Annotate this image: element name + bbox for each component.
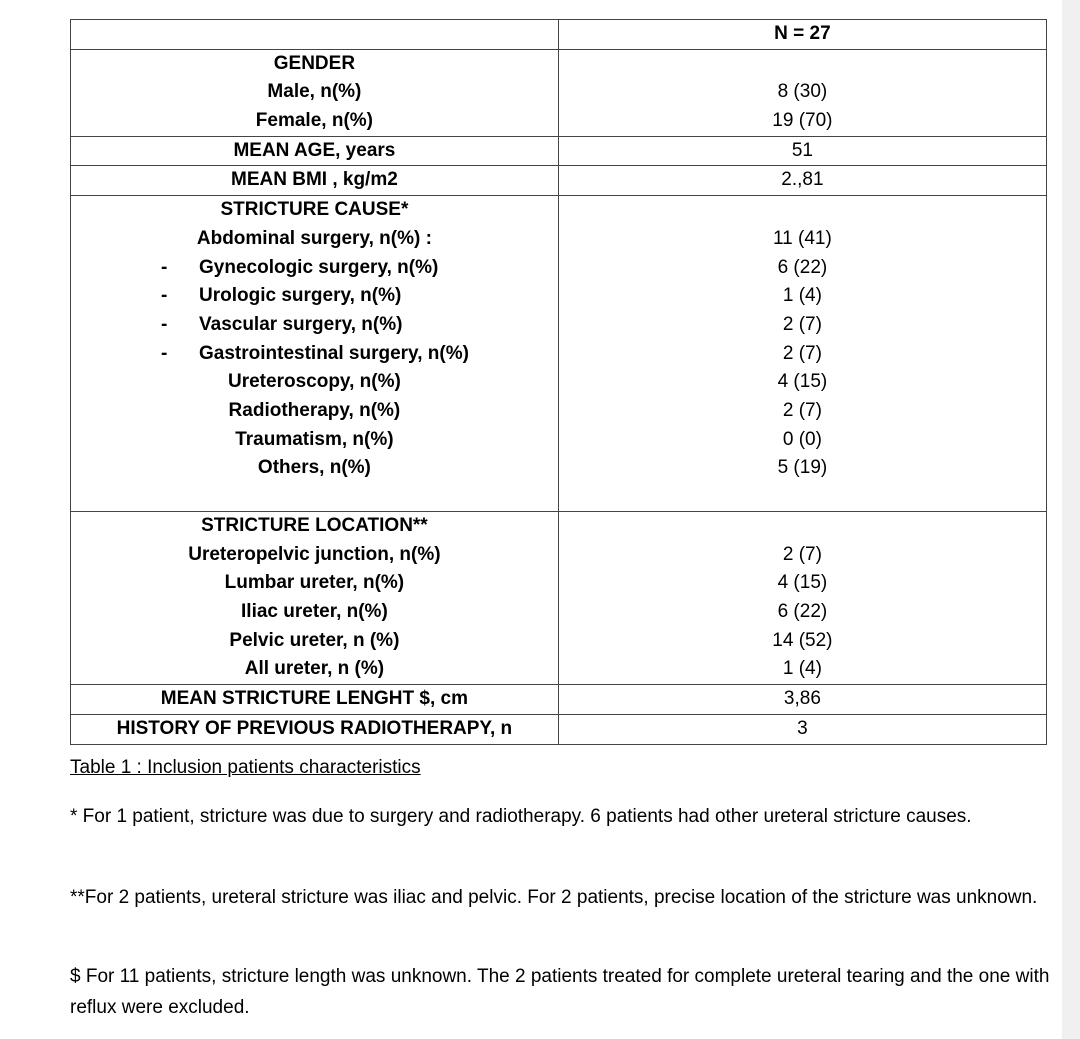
- stricture-location-heading: STRICTURE LOCATION**: [201, 515, 428, 536]
- row-label: Radiotherapy, n(%): [228, 399, 401, 421]
- row-value: 4 (15): [777, 371, 828, 393]
- mean-age-label: MEAN AGE, years: [233, 139, 396, 161]
- row-value: 2 (7): [782, 313, 822, 335]
- mean-age-value: 51: [791, 139, 813, 161]
- sub-row-label: - Vascular surgery, n(%): [71, 311, 558, 340]
- mean-length-value: 3,86: [783, 688, 821, 710]
- row-label: Female, n(%): [255, 110, 373, 132]
- mean-length-label: MEAN STRICTURE LENGHT $, cm: [160, 688, 468, 710]
- row-label: Lumbar ureter, n(%): [224, 572, 405, 594]
- stricture-location-value-cell: [558, 512, 1046, 685]
- row-value: 1 (4): [782, 285, 822, 307]
- row-value: 5 (19): [777, 457, 828, 479]
- row-value: 11 (41): [773, 227, 832, 249]
- row-label: Abdominal surgery, n(%) :: [196, 227, 432, 249]
- stricture-location-row: [71, 512, 1047, 685]
- sub-row-label: - Gynecologic surgery, n(%): [71, 254, 558, 283]
- sub-row-label: - Urologic surgery, n(%): [71, 282, 558, 311]
- header-empty-cell: [71, 20, 559, 50]
- row-label: Ureteroscopy, n(%): [228, 371, 401, 393]
- list-dash: -: [161, 313, 168, 335]
- gender-label-cell: [71, 49, 559, 136]
- row-value: 6 (22): [777, 601, 828, 623]
- history-radiotherapy-value: 3: [797, 717, 808, 739]
- mean-bmi-value: 2.,81: [781, 169, 824, 191]
- row-label: All ureter, n (%): [244, 658, 385, 680]
- table-caption: Table 1 : Inclusion patients characteristics: [70, 757, 421, 778]
- mean-age-row: [71, 136, 1047, 166]
- mean-bmi-row: [71, 166, 1047, 196]
- list-dash: -: [161, 342, 168, 364]
- history-radiotherapy-label: HISTORY OF PREVIOUS RADIOTHERAPY, n: [116, 717, 513, 739]
- gender-heading: GENDER: [273, 52, 356, 74]
- stricture-location-label-cell: [71, 512, 559, 685]
- viewer-margin: [1062, 0, 1080, 1039]
- row-label: Traumatism, n(%): [235, 428, 394, 450]
- row-value: 2 (7): [782, 543, 822, 565]
- history-radiotherapy-row: [71, 714, 1047, 744]
- row-value: 4 (15): [777, 572, 828, 594]
- stricture-cause-row: [71, 196, 1047, 512]
- header-n-cell: [558, 20, 1046, 50]
- list-dash: -: [161, 285, 168, 307]
- n-header: N = 27: [774, 23, 831, 44]
- row-value: 6 (22): [777, 256, 828, 278]
- row-label: Pelvic ureter, n (%): [229, 629, 400, 651]
- row-value: 8 (30): [777, 81, 828, 103]
- patient-characteristics-table: [70, 19, 1047, 745]
- row-value: 2 (7): [782, 399, 822, 421]
- row-label: Others, n(%): [257, 457, 371, 479]
- gender-row: [71, 49, 1047, 136]
- footnote-length: $ For 11 patients, stricture length was unknown. The 2 patients treated for complete ureteral tearing and the one with reflux were excluded.: [70, 966, 1050, 1018]
- stricture-cause-heading: STRICTURE CAUSE*: [220, 199, 409, 221]
- mean-length-row: [71, 685, 1047, 715]
- stricture-cause-label-cell: [71, 196, 559, 512]
- footnote-cause: * For 1 patient, stricture was due to surgery and radiotherapy. 6 patients had other ureteral stricture causes.: [70, 806, 972, 827]
- row-value: 19 (70): [772, 110, 833, 132]
- row-label: Iliac ureter, n(%): [241, 601, 388, 623]
- row-value: 14 (52): [772, 629, 833, 651]
- mean-bmi-label: MEAN BMI , kg/m2: [231, 169, 398, 191]
- row-value: 1 (4): [782, 658, 822, 680]
- row-label: Male, n(%): [267, 81, 362, 103]
- sub-row-label: - Gastrointestinal surgery, n(%): [71, 340, 558, 369]
- list-dash: -: [161, 256, 168, 278]
- row-value: 2 (7): [782, 342, 822, 364]
- gender-value-cell: [558, 49, 1046, 136]
- table-header-row: [71, 20, 1047, 50]
- footnote-location: **For 2 patients, ureteral stricture was iliac and pelvic. For 2 patients, precise location of the stricture was unknown.: [70, 887, 1038, 908]
- stricture-cause-value-cell: [558, 196, 1046, 512]
- row-label: Ureteropelvic junction, n(%): [188, 543, 441, 565]
- row-value: 0 (0): [782, 428, 822, 450]
